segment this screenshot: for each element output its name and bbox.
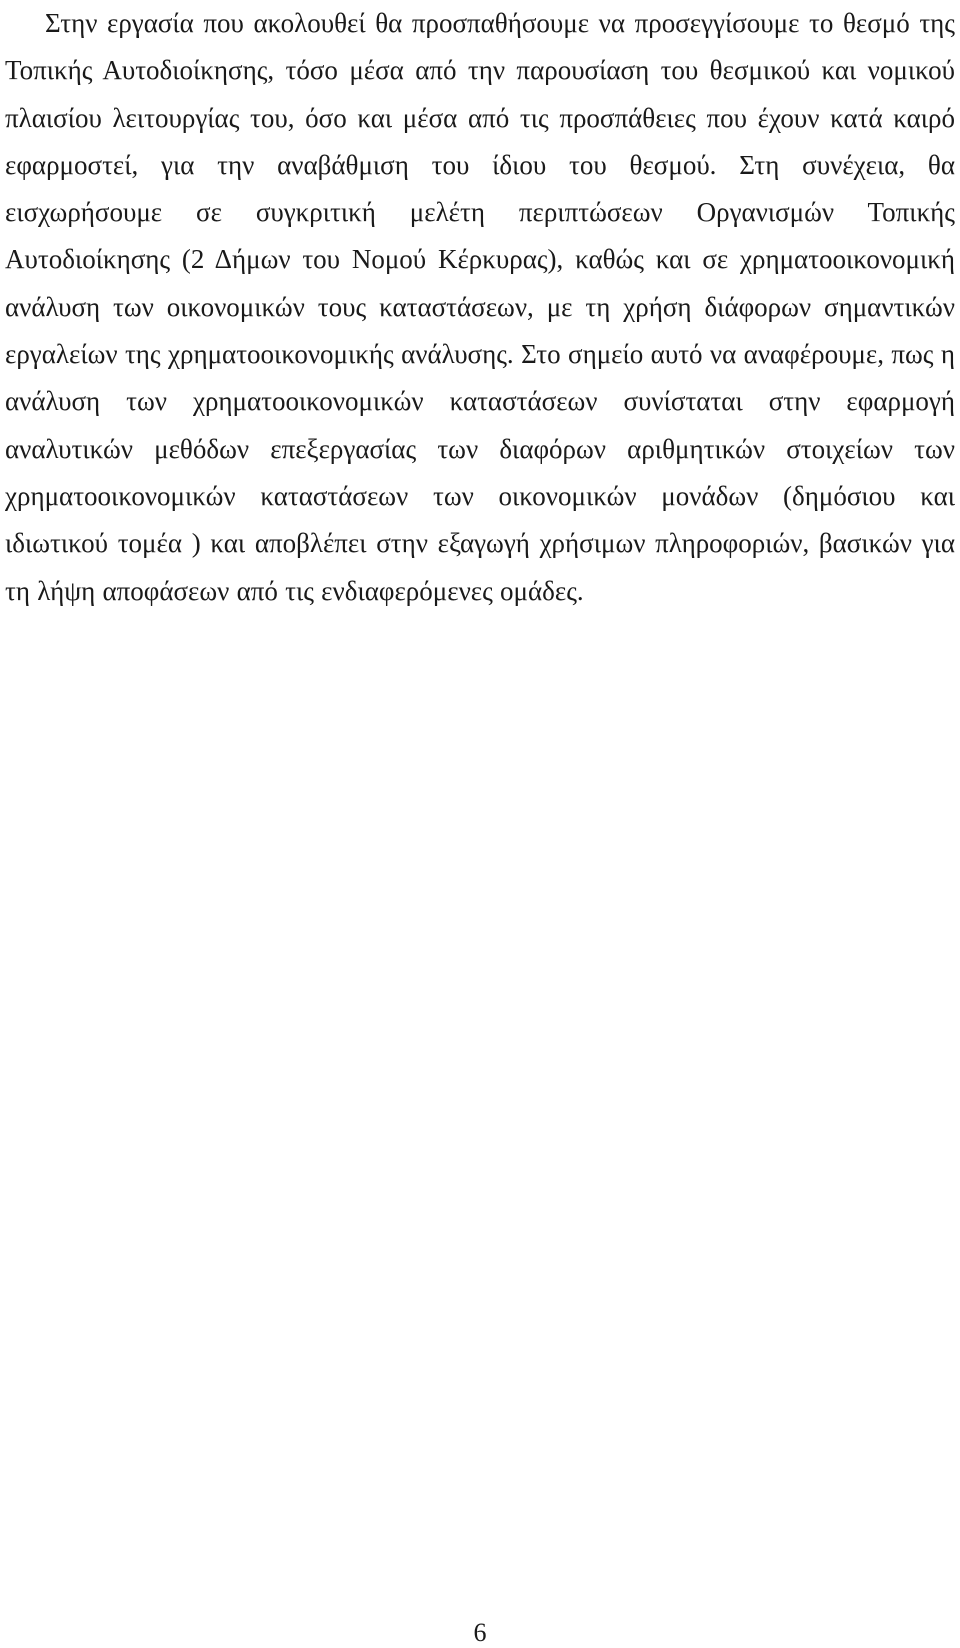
page-number: 6 <box>473 1618 487 1647</box>
body-paragraph: Στην εργασία που ακολουθεί θα προσπαθήσουμε να προσεγγίσουμε το θεσμό της Τοπικής Αυτοδιοίκησης, τόσο μέσα από την παρουσίαση του θεσμικού και νομικού πλαισίου λειτουργίας του, όσο και μέσα από τις προσπάθειες που έχουν κατά καιρό εφαρμοστεί, για την αναβάθμιση του ίδιου του θεσμού. Στη συνέχεια, θα εισχωρήσουμε σε συγκριτική μελέτη περιπτώσεων Οργανισμών Τοπικής Αυτοδιοίκησης (2 Δήμων του Νομού Κέρκυρας), καθώς και σε χρηματοοικονομική ανάλυση των οικονομικών τους καταστάσεων, με τη χρήση διάφορων σημαντικών εργαλείων της χρηματοοικονομικής ανάλυσης. Στο σημείο αυτό να αναφέρουμε, πως η ανάλυση των χρηματοοικονομικών καταστάσεων συνίσταται στην εφαρμογή αναλυτικών μεθόδων επεξεργασίας των διαφόρων αριθμητικών στοιχείων των χρηματοοικονομικών καταστάσεων των οικονομικών μονάδων (δημόσιου και ιδιωτικού τομέα ) και αποβλέπει στην εξαγωγή χρήσιμων πληροφοριών, βασικών για τη λήψη αποφάσεων από τις ενδιαφερόμενες ομάδες. <box>5 8 955 606</box>
